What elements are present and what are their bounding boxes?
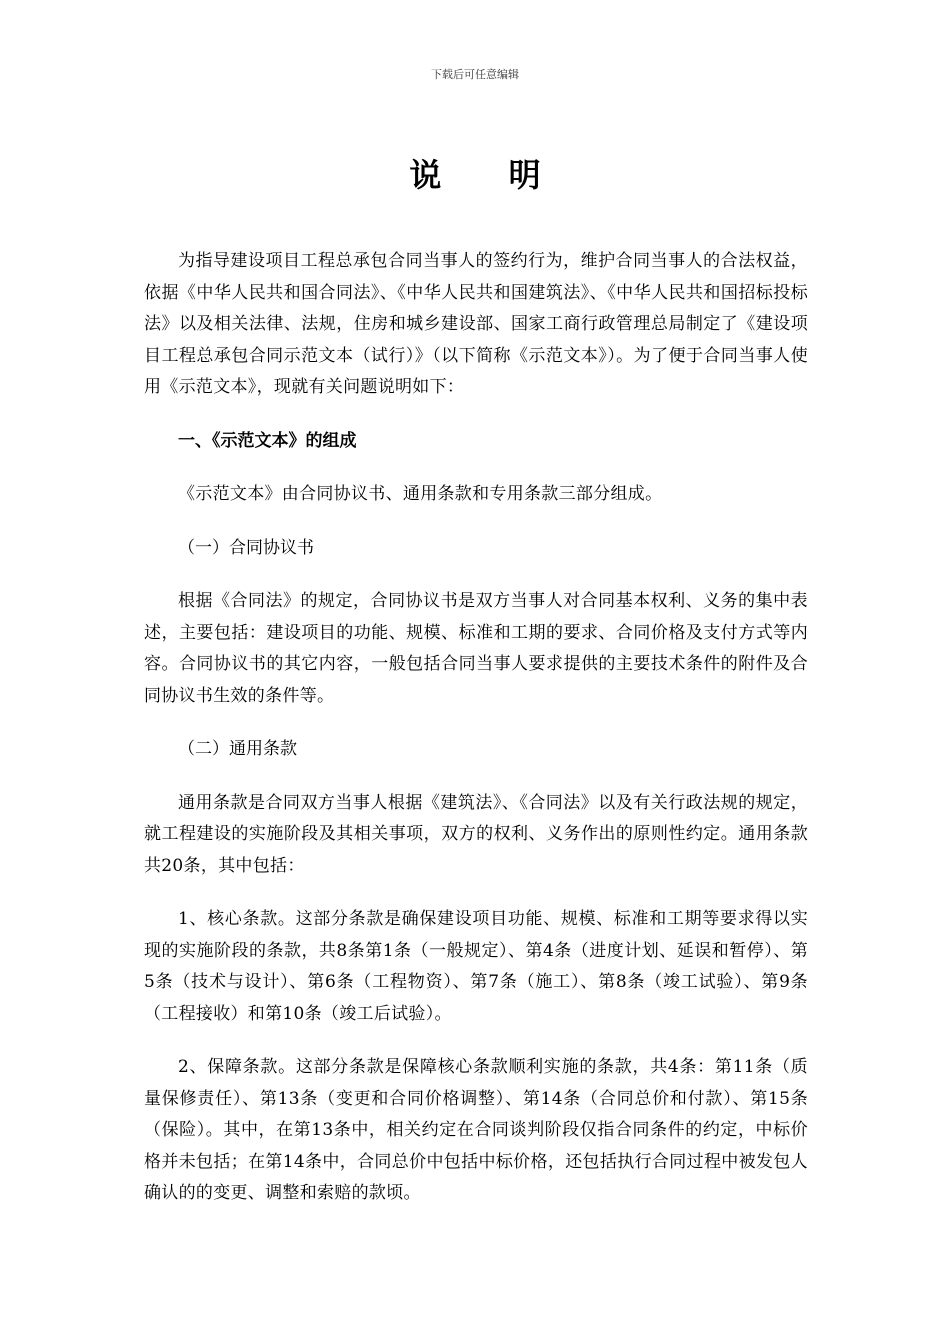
paragraph-general-terms: 通用条款是合同双方当事人根据《建筑法》、《合同法》以及有关行政法规的规定，就工程建设的实施阶段及其相关事项，双方的权利、义务作出的原则性约定。通用条款共20条，其中包括：	[144, 792, 808, 876]
section-paragraph-composition: 《示范文本》由合同协议书、通用条款和专用条款三部分组成。	[178, 484, 663, 504]
list-item-core-clauses: 1、核心条款。这部分条款是确保建设项目功能、规模、标准和工期等要求得以实现的实施阶段的条款，共8条第1条（一般规定）、第4条（进度计划、延误和暂停）、第5条（技术与设计）、第6条（工程物资）、第7条（施工）、第8条（竣工试验）、第9条（工程接收）和第10条（竣工后试验）。	[144, 909, 808, 1024]
list-item-guarantee-clauses: 2、保障条款。这部分条款是保障核心条款顺利实施的条款，共4条：第11条（质量保修责任）、第13条（变更和合同价格调整）、第14条（合同总价和付款）、第15条（保险）。其中，在第13条中，相关约定在合同谈判阶段仅指合同条件的约定，中标价格并未包括；在第14条中，合同总价中包括中标价格，还包括执行合同过程中被发包人确认的的变更、调整和索赔的款顷。	[144, 1057, 808, 1203]
header-note: 下载后可任意编辑	[431, 68, 519, 81]
paragraph-agreement: 根据《合同法》的规定，合同协议书是双方当事人对合同基本权利、义务的集中表述，主要包括：建设项目的功能、规模、标准和工期的要求、合同价格及支付方式等内容。合同协议书的其它内容，一般包括合同当事人要求提供的主要技术条件的附件及合同协议书生效的条件等。	[144, 591, 808, 706]
intro-paragraph: 为指导建设项目工程总承包合同当事人的签约行为，维护合同当事人的合法权益，依据《中华人民共和国合同法》、《中华人民共和国建筑法》、《中华人民共和国招标投标法》以及相关法律、法规，住房和城乡建设部、国家工商行政管理总局制定了《建设项目工程总承包合同示范文本（试行）》（以下简称《示范文本》）。为了便于合同当事人使用《示范文本》，现就有关问题说明如下：	[144, 251, 808, 397]
document-title: 说 明	[409, 156, 569, 194]
document-body	[144, 246, 808, 1210]
section-heading-composition: 一、《示范文本》的组成	[178, 430, 357, 451]
subheading-agreement: （一）合同协议书	[178, 537, 314, 558]
subheading-general-terms: （二）通用条款	[178, 739, 297, 759]
